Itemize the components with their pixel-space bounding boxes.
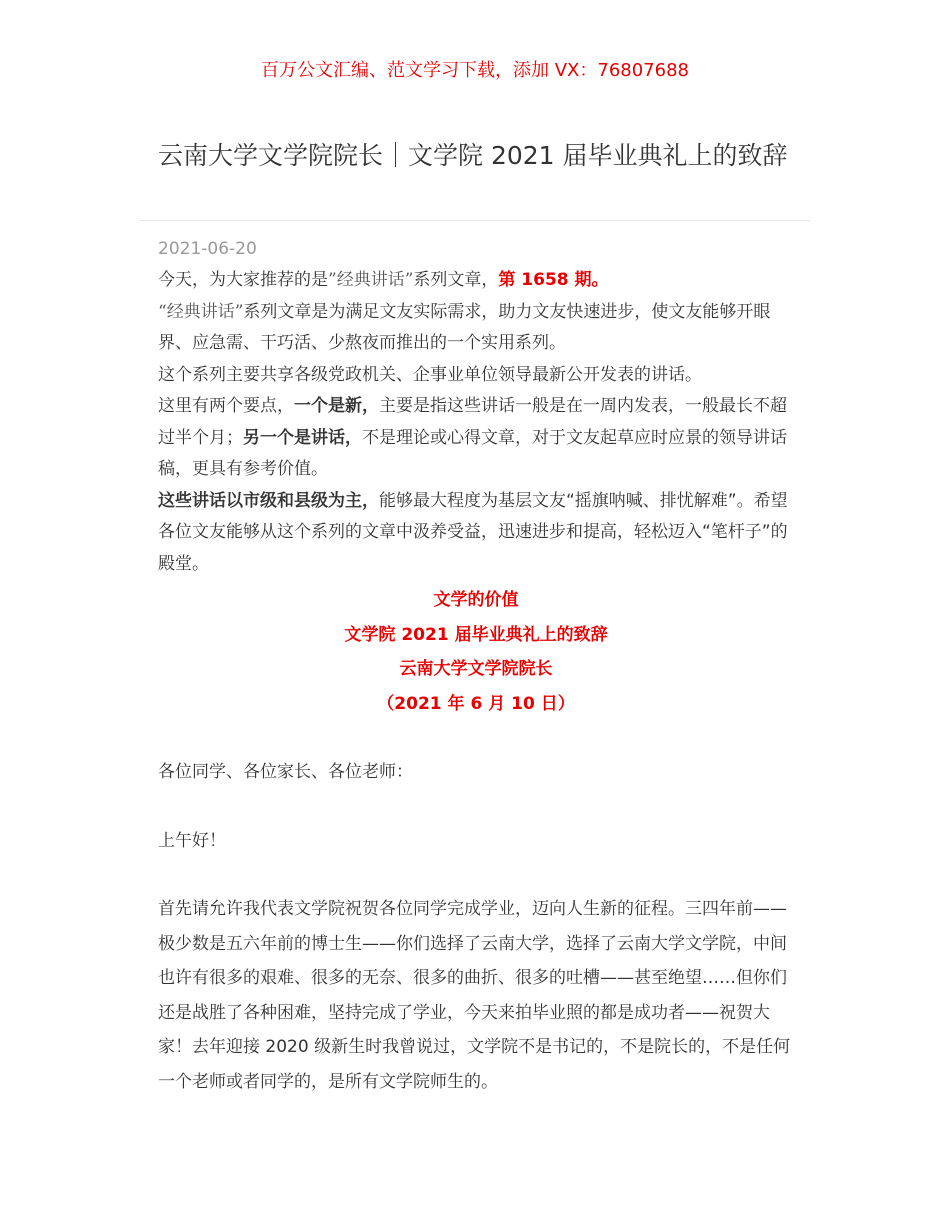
title-divider bbox=[140, 220, 810, 221]
promo-banner: 百万公文汇编、范文学习下载，添加 VX：76807688 bbox=[261, 60, 689, 81]
spacer bbox=[158, 790, 794, 824]
key-point-speech: 另一个是讲话， bbox=[243, 427, 362, 448]
salutation: 各位同学、各位家长、各位老师： bbox=[158, 762, 413, 782]
article-body bbox=[158, 265, 794, 1099]
intro-text: 能够最大程度为基层文友“摇旗呐喊、排忧解难”。希望各位文友能够从这个系列的文章中汲养受益，迅速进步和提高，轻松迈入“笔杆子”的殿堂。 bbox=[158, 490, 788, 574]
key-point-level: 这些讲话以市级和县级为主， bbox=[158, 490, 379, 511]
speech-heading bbox=[158, 583, 794, 721]
intro-text: 系列文章， bbox=[413, 270, 499, 290]
intro-paragraph-2 bbox=[158, 297, 794, 360]
publish-date: 2021-06-20 bbox=[158, 239, 257, 259]
article-title: 云南大学文学院院长｜文学院 2021 届毕业典礼上的致辞 bbox=[158, 141, 788, 170]
intro-text: 这里有两个要点， bbox=[158, 396, 294, 416]
series-name: “经典讲话” bbox=[158, 301, 244, 322]
intro-paragraph-4 bbox=[158, 391, 794, 486]
speech-author: 云南大学文学院院长 bbox=[399, 659, 553, 679]
speech-title: 文学的价值 bbox=[433, 590, 519, 610]
intro-paragraph-3: 这个系列主要共享各级党政机关、企事业单位领导最新公开发表的讲话。 bbox=[158, 364, 702, 385]
speech-date: （2021 年 6 月 10 日） bbox=[377, 693, 575, 714]
intro-text: 不是理论或心得文章，对于文友起草应时应景的领导讲话稿，更具有参考价值。 bbox=[158, 427, 787, 479]
spacer bbox=[158, 858, 794, 892]
intro-text: 今天，为大家推荐的是 bbox=[158, 270, 328, 290]
spacer bbox=[158, 721, 794, 755]
speech-paragraph-1: 首先请允许我代表文学院祝贺各位同学完成学业，迈向人生新的征程。三四年前——极少数是五六年前的博士生——你们选择了云南大学，选择了云南大学文学院，中间也许有很多的艰难、很多的无奈、很多的曲折、很多的吐槽——甚至绝望……但你们还是战胜了各种困难，坚持完成了学业，今天来拍毕业照的都是成功者——祝贺大家！去年迎接 2020 级新生时我曾说过，文学院不是书记的，不是院长的，不是任何一个老师或者同学的，是所有文学院师生的。 bbox=[158, 899, 791, 1092]
greeting: 上午好！ bbox=[158, 830, 226, 851]
key-point-new: 一个是新， bbox=[294, 396, 379, 416]
intro-text: 系列文章是为满足文友实际需求，助力文友快速进步，使文友能够开眼界、应急需、干巧活、少熬夜而推出的一个实用系列。 bbox=[158, 301, 771, 353]
issue-number: 第 1658 期。 bbox=[498, 270, 609, 290]
intro-paragraph-5 bbox=[158, 486, 794, 581]
intro-paragraph-1 bbox=[158, 265, 794, 297]
intro-text: 主要是指这些讲话一般是在一周内发表，一般最长不超过半个月； bbox=[158, 396, 787, 448]
speech-subtitle: 文学院 2021 届毕业典礼上的致辞 bbox=[344, 624, 608, 645]
series-name: ”经典讲话” bbox=[328, 270, 414, 290]
